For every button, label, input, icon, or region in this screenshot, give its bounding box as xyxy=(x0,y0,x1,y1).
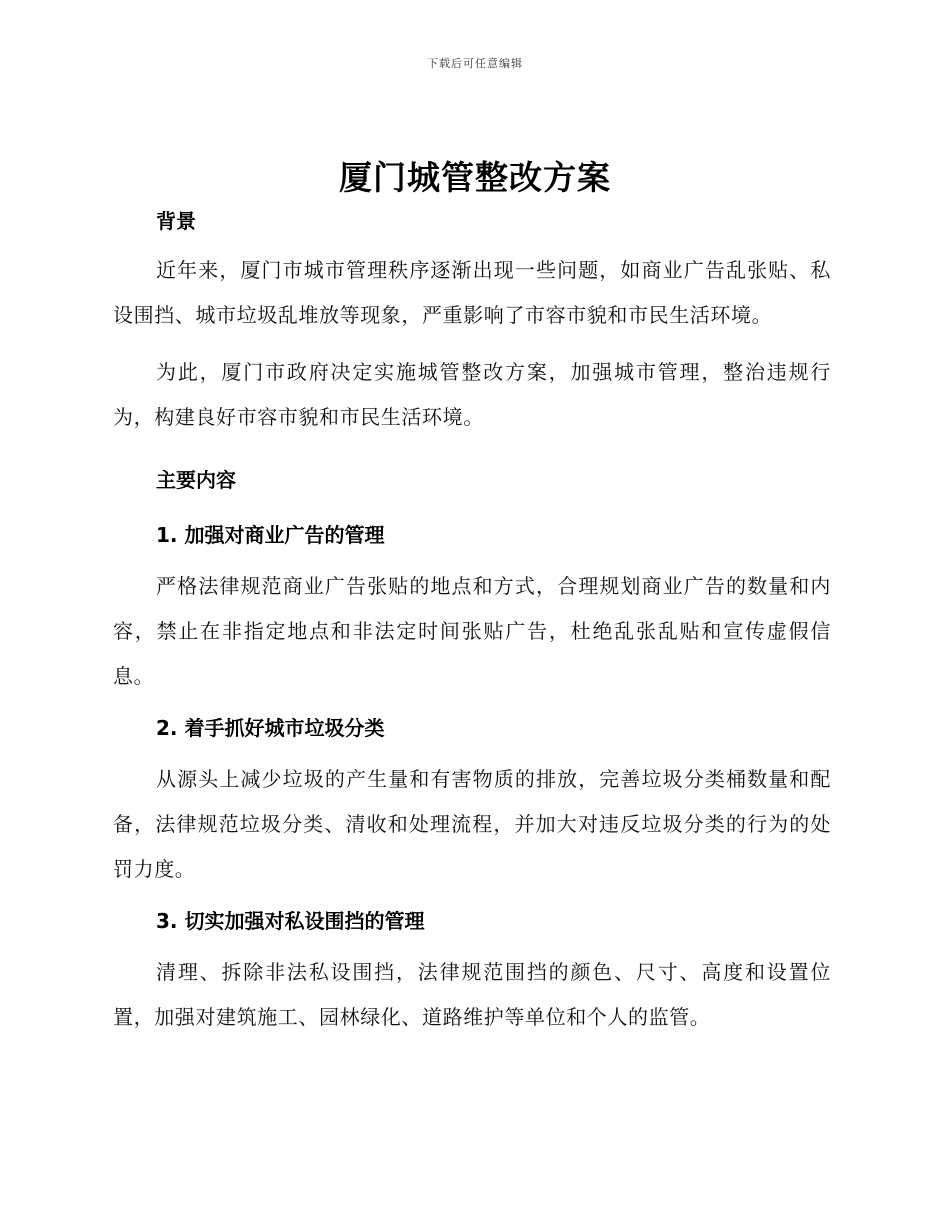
main-content-heading: 主要内容 xyxy=(156,468,236,492)
background-heading: 背景 xyxy=(156,209,196,233)
item-2-heading: 2. 着手抓好城市垃圾分类 xyxy=(156,716,385,740)
item-2-paragraph: 从源头上减少垃圾的产生量和有害物质的排放，完善垃圾分类桶数量和配备，法律规范垃圾分类、清收和处理流程，并加大对违反垃圾分类的行为的处罚力度。 xyxy=(113,767,831,881)
item-3-paragraph: 清理、拆除非法私设围挡，法律规范围挡的颜色、尺寸、高度和设置位置，加强对建筑施工、园林绿化、道路维护等单位和个人的监管。 xyxy=(113,960,831,1029)
document-title: 厦门城管整改方案 xyxy=(339,158,611,197)
document-body xyxy=(113,206,831,1040)
item-3-heading: 3. 切实加强对私设围挡的管理 xyxy=(156,909,425,933)
header-note: 下载后可任意编辑 xyxy=(427,57,523,70)
item-1-heading: 1. 加强对商业广告的管理 xyxy=(156,523,385,547)
item-1-paragraph: 严格法律规范商业广告张贴的地点和方式，合理规划商业广告的数量和内容，禁止在非指定地点和非法定时间张贴广告，杜绝乱张乱贴和宣传虚假信息。 xyxy=(113,574,831,688)
background-paragraph-1: 近年来，厦门市城市管理秩序逐渐出现一些问题，如商业广告乱张贴、私设围挡、城市垃圾乱堆放等现象，严重影响了市容市貌和市民生活环境。 xyxy=(113,258,831,327)
background-paragraph-2: 为此，厦门市政府决定实施城管整改方案，加强城市管理，整治违规行为，构建良好市容市貌和市民生活环境。 xyxy=(113,360,831,429)
